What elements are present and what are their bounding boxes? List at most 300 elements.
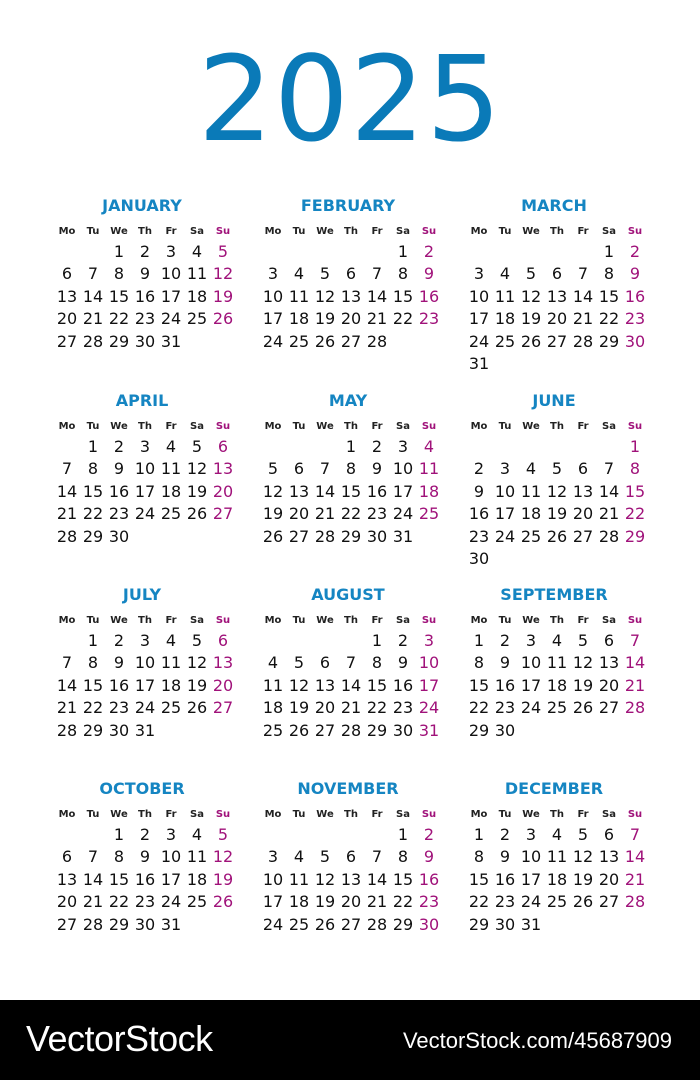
day-cell: 20	[314, 698, 336, 718]
day-cell: 3	[267, 847, 279, 867]
weekday-label: Th	[138, 809, 152, 820]
day-cell: 27	[340, 914, 362, 934]
weekday-label: Sa	[602, 421, 616, 432]
day-cell: 25	[288, 331, 310, 351]
day-cell: 8	[397, 264, 409, 284]
day-cell: 14	[82, 869, 104, 889]
day-cell: 12	[546, 481, 568, 501]
day-cell: 22	[468, 892, 490, 912]
empty-cell	[518, 436, 544, 458]
day-cell: 4	[423, 437, 435, 456]
day-cell: 11	[288, 869, 310, 889]
day-cell: 31	[468, 353, 490, 373]
weekday-label: Sa	[396, 809, 410, 820]
day-cell: 9	[139, 847, 151, 867]
day-cell: 17	[520, 869, 542, 889]
weekday-label: Sa	[602, 809, 616, 820]
day-cell: 17	[160, 869, 182, 889]
month-august	[248, 584, 448, 742]
weekday-label: Mo	[58, 226, 76, 237]
day-cell: 25	[546, 698, 568, 718]
day-cell: 4	[551, 631, 563, 650]
day-cell: 7	[61, 653, 73, 673]
day-cell: 9	[423, 264, 435, 284]
day-cell: 10	[160, 264, 182, 284]
empty-cell	[312, 436, 338, 458]
day-grid	[54, 223, 242, 353]
day-cell: 1	[629, 437, 641, 456]
day-cell: 21	[82, 309, 104, 329]
weekday-label: Th	[138, 226, 152, 237]
day-cell: 20	[598, 675, 620, 695]
day-cell: 9	[499, 653, 511, 673]
day-cell: 21	[366, 892, 388, 912]
day-cell: 20	[546, 309, 568, 329]
month-january	[42, 195, 242, 353]
day-cell: 11	[546, 847, 568, 867]
weekday-label: Th	[138, 421, 152, 432]
day-cell: 2	[139, 825, 151, 844]
month-june	[454, 390, 654, 570]
day-cell: 13	[56, 869, 78, 889]
day-cell: 27	[598, 698, 620, 718]
day-cell: 18	[546, 869, 568, 889]
day-cell: 17	[468, 309, 490, 329]
image-url: VectorStock.com/45687909	[402, 1028, 672, 1053]
day-cell: 7	[61, 459, 73, 479]
day-cell: 30	[134, 914, 156, 934]
day-cell: 29	[598, 331, 620, 351]
day-cell: 15	[468, 869, 490, 889]
day-cell: 24	[262, 331, 284, 351]
empty-cell	[260, 824, 286, 846]
day-cell: 7	[87, 847, 99, 867]
day-cell: 22	[598, 309, 620, 329]
weekday-label: Su	[421, 226, 437, 237]
day-cell: 30	[392, 720, 414, 740]
day-cell: 22	[108, 892, 130, 912]
day-cell: 8	[629, 459, 641, 479]
day-cell: 11	[160, 459, 182, 479]
day-cell: 25	[520, 526, 542, 546]
day-cell: 12	[520, 286, 542, 306]
day-cell: 23	[418, 309, 440, 329]
day-cell: 22	[468, 698, 490, 718]
day-cell: 1	[113, 242, 125, 261]
day-cell: 5	[267, 459, 279, 479]
day-cell: 24	[468, 331, 490, 351]
month-march	[454, 195, 654, 375]
weekday-label: Fr	[577, 226, 589, 237]
day-cell: 9	[139, 264, 151, 284]
day-cell: 20	[212, 481, 234, 501]
day-cell: 14	[82, 286, 104, 306]
weekday-label: Su	[215, 226, 231, 237]
day-cell: 16	[418, 869, 440, 889]
month-name: MARCH	[521, 196, 587, 215]
day-cell: 12	[262, 481, 284, 501]
day-cell: 31	[392, 526, 414, 546]
month-july	[42, 584, 242, 742]
day-cell: 2	[397, 631, 409, 650]
day-cell: 14	[624, 653, 646, 673]
day-cell: 10	[520, 847, 542, 867]
day-cell: 27	[572, 526, 594, 546]
day-cell: 26	[186, 698, 208, 718]
day-cell: 27	[212, 698, 234, 718]
day-cell: 5	[293, 653, 305, 673]
day-cell: 3	[499, 459, 511, 479]
day-cell: 11	[288, 286, 310, 306]
day-cell: 6	[217, 437, 229, 456]
day-cell: 18	[418, 481, 440, 501]
day-cell: 5	[577, 631, 589, 650]
day-cell: 16	[134, 286, 156, 306]
day-cell: 8	[603, 264, 615, 284]
day-cell: 10	[262, 869, 284, 889]
day-cell: 12	[288, 675, 310, 695]
day-cell: 14	[56, 675, 78, 695]
day-cell: 16	[108, 675, 130, 695]
day-cell: 11	[186, 264, 208, 284]
weekday-label: Su	[215, 615, 231, 626]
day-cell: 13	[212, 653, 234, 673]
day-cell: 1	[87, 631, 99, 650]
day-cell: 4	[499, 264, 511, 284]
day-cell: 7	[577, 264, 589, 284]
day-cell: 18	[160, 481, 182, 501]
month-name: APRIL	[115, 391, 169, 410]
empty-cell	[364, 241, 390, 263]
day-cell: 13	[340, 869, 362, 889]
day-cell: 19	[546, 504, 568, 524]
weekday-label: Fr	[371, 615, 383, 626]
day-cell: 21	[366, 309, 388, 329]
day-cell: 22	[392, 309, 414, 329]
month-february	[248, 195, 448, 353]
weekday-label: Fr	[371, 809, 383, 820]
weekday-label: Su	[215, 809, 231, 820]
day-cell: 31	[134, 720, 156, 740]
day-cell: 2	[113, 437, 125, 456]
day-cell: 6	[551, 264, 563, 284]
weekday-label: Mo	[264, 421, 282, 432]
day-cell: 2	[139, 242, 151, 261]
day-cell: 19	[314, 309, 336, 329]
day-cell: 14	[598, 481, 620, 501]
day-cell: 26	[314, 914, 336, 934]
day-cell: 12	[314, 286, 336, 306]
weekday-label: Th	[550, 226, 564, 237]
weekday-label: We	[316, 226, 334, 237]
day-cell: 16	[494, 869, 516, 889]
weekday-label: Mo	[470, 615, 488, 626]
day-cell: 18	[262, 698, 284, 718]
day-cell: 6	[217, 631, 229, 650]
day-cell: 18	[494, 309, 516, 329]
month-name: AUGUST	[311, 585, 385, 604]
day-cell: 21	[56, 504, 78, 524]
day-cell: 1	[113, 825, 125, 844]
weekday-label: Fr	[371, 421, 383, 432]
day-cell: 7	[319, 459, 331, 479]
day-cell: 31	[418, 720, 440, 740]
day-cell: 15	[624, 481, 646, 501]
day-cell: 29	[82, 720, 104, 740]
day-cell: 3	[423, 631, 435, 650]
day-cell: 3	[165, 242, 177, 261]
day-cell: 19	[212, 286, 234, 306]
day-cell: 24	[160, 309, 182, 329]
day-cell: 30	[494, 720, 516, 740]
day-cell: 3	[139, 631, 151, 650]
empty-cell	[338, 630, 364, 652]
day-cell: 17	[134, 675, 156, 695]
day-cell: 18	[288, 309, 310, 329]
month-name: JULY	[122, 585, 162, 604]
weekday-label: Mo	[470, 421, 488, 432]
weekday-label: We	[110, 421, 128, 432]
day-cell: 24	[494, 526, 516, 546]
day-cell: 15	[108, 286, 130, 306]
day-cell: 8	[87, 459, 99, 479]
weekday-label: Sa	[190, 421, 204, 432]
day-cell: 13	[598, 847, 620, 867]
day-cell: 9	[371, 459, 383, 479]
day-cell: 14	[572, 286, 594, 306]
empty-cell	[260, 436, 286, 458]
weekday-label: Fr	[165, 615, 177, 626]
day-cell: 6	[345, 264, 357, 284]
day-cell: 25	[546, 892, 568, 912]
day-cell: 26	[314, 331, 336, 351]
weekday-label: We	[110, 615, 128, 626]
weekday-label: Sa	[190, 226, 204, 237]
day-cell: 28	[598, 526, 620, 546]
weekday-label: Mo	[264, 809, 282, 820]
empty-cell	[286, 241, 312, 263]
day-cell: 24	[134, 504, 156, 524]
weekday-label: Fr	[371, 226, 383, 237]
day-grid	[54, 806, 242, 936]
weekday-label: Mo	[264, 615, 282, 626]
month-april	[42, 390, 242, 548]
day-cell: 29	[468, 914, 490, 934]
empty-cell	[338, 824, 364, 846]
weekday-label: We	[522, 226, 540, 237]
day-cell: 16	[468, 504, 490, 524]
weekday-label: Tu	[86, 615, 100, 626]
weekday-label: Su	[215, 421, 231, 432]
day-cell: 5	[217, 242, 229, 261]
day-cell: 3	[525, 631, 537, 650]
weekday-label: Fr	[165, 809, 177, 820]
day-cell: 29	[108, 914, 130, 934]
empty-cell	[570, 241, 596, 263]
day-cell: 6	[61, 264, 73, 284]
day-cell: 25	[160, 504, 182, 524]
day-cell: 16	[108, 481, 130, 501]
weekday-label: Th	[344, 615, 358, 626]
day-cell: 14	[366, 869, 388, 889]
month-name: DECEMBER	[504, 779, 604, 798]
day-cell: 30	[108, 720, 130, 740]
weekday-label: Sa	[602, 226, 616, 237]
day-cell: 21	[598, 504, 620, 524]
day-cell: 16	[366, 481, 388, 501]
day-cell: 23	[418, 892, 440, 912]
day-cell: 30	[366, 526, 388, 546]
day-cell: 22	[366, 698, 388, 718]
day-cell: 1	[473, 825, 485, 844]
day-cell: 20	[56, 892, 78, 912]
month-may	[248, 390, 448, 548]
day-cell: 10	[494, 481, 516, 501]
day-cell: 21	[314, 504, 336, 524]
day-cell: 26	[572, 892, 594, 912]
weekday-label: Sa	[190, 809, 204, 820]
day-grid	[54, 418, 242, 548]
day-cell: 8	[87, 653, 99, 673]
day-cell: 4	[267, 653, 279, 673]
day-cell: 22	[392, 892, 414, 912]
day-grid	[466, 223, 654, 375]
day-cell: 15	[82, 675, 104, 695]
day-cell: 21	[56, 698, 78, 718]
day-cell: 22	[340, 504, 362, 524]
day-cell: 6	[293, 459, 305, 479]
empty-cell	[596, 436, 622, 458]
day-cell: 20	[572, 504, 594, 524]
day-cell: 27	[288, 526, 310, 546]
weekday-label: Fr	[577, 421, 589, 432]
day-cell: 2	[423, 825, 435, 844]
day-cell: 28	[82, 331, 104, 351]
day-cell: 11	[546, 653, 568, 673]
day-cell: 1	[87, 437, 99, 456]
day-cell: 26	[212, 309, 234, 329]
empty-cell	[312, 824, 338, 846]
day-cell: 15	[108, 869, 130, 889]
day-cell: 25	[160, 698, 182, 718]
day-cell: 9	[113, 653, 125, 673]
day-cell: 18	[186, 869, 208, 889]
day-cell: 8	[473, 847, 485, 867]
weekday-label: Tu	[292, 226, 306, 237]
weekday-label: Sa	[602, 615, 616, 626]
day-cell: 23	[392, 698, 414, 718]
day-cell: 12	[186, 459, 208, 479]
day-cell: 28	[82, 914, 104, 934]
day-cell: 13	[314, 675, 336, 695]
weekday-label: Tu	[86, 226, 100, 237]
day-cell: 28	[624, 698, 646, 718]
day-cell: 14	[56, 481, 78, 501]
day-cell: 23	[624, 309, 646, 329]
day-cell: 22	[82, 504, 104, 524]
day-cell: 9	[397, 653, 409, 673]
day-cell: 30	[108, 526, 130, 546]
day-cell: 19	[572, 675, 594, 695]
day-cell: 12	[314, 869, 336, 889]
day-cell: 1	[473, 631, 485, 650]
weekday-label: We	[316, 421, 334, 432]
day-cell: 27	[314, 720, 336, 740]
day-cell: 27	[546, 331, 568, 351]
empty-cell	[492, 241, 518, 263]
day-cell: 1	[397, 825, 409, 844]
day-cell: 1	[603, 242, 615, 261]
empty-cell	[54, 630, 80, 652]
day-cell: 25	[186, 309, 208, 329]
day-cell: 10	[134, 653, 156, 673]
empty-cell	[54, 241, 80, 263]
day-cell: 9	[473, 481, 485, 501]
day-cell: 11	[494, 286, 516, 306]
day-cell: 5	[577, 825, 589, 844]
day-grid	[54, 612, 242, 742]
weekday-label: Su	[421, 809, 437, 820]
day-cell: 3	[267, 264, 279, 284]
day-cell: 20	[340, 892, 362, 912]
day-cell: 9	[113, 459, 125, 479]
day-cell: 7	[603, 459, 615, 479]
month-december	[454, 778, 654, 936]
day-cell: 13	[340, 286, 362, 306]
day-cell: 10	[134, 459, 156, 479]
day-cell: 14	[366, 286, 388, 306]
day-cell: 22	[82, 698, 104, 718]
weekday-label: Fr	[577, 809, 589, 820]
weekday-label: Tu	[86, 421, 100, 432]
day-cell: 4	[191, 242, 203, 261]
day-cell: 30	[418, 914, 440, 934]
weekday-label: Su	[627, 809, 643, 820]
day-cell: 6	[345, 847, 357, 867]
month-name: NOVEMBER	[297, 779, 399, 798]
weekday-label: Su	[627, 421, 643, 432]
weekday-label: We	[522, 421, 540, 432]
day-cell: 28	[572, 331, 594, 351]
day-cell: 29	[82, 526, 104, 546]
weekday-label: Mo	[58, 809, 76, 820]
empty-cell	[570, 436, 596, 458]
day-cell: 16	[418, 286, 440, 306]
day-cell: 26	[546, 526, 568, 546]
day-cell: 27	[212, 504, 234, 524]
day-cell: 10	[262, 286, 284, 306]
day-cell: 30	[134, 331, 156, 351]
day-cell: 13	[546, 286, 568, 306]
day-cell: 26	[288, 720, 310, 740]
empty-cell	[492, 436, 518, 458]
day-cell: 28	[56, 526, 78, 546]
day-cell: 26	[572, 698, 594, 718]
day-cell: 17	[520, 675, 542, 695]
day-cell: 23	[134, 892, 156, 912]
day-grid	[466, 612, 654, 742]
day-cell: 17	[134, 481, 156, 501]
day-cell: 20	[598, 869, 620, 889]
day-cell: 3	[397, 437, 409, 456]
day-cell: 12	[186, 653, 208, 673]
empty-cell	[544, 436, 570, 458]
day-cell: 31	[520, 914, 542, 934]
weekday-label: Su	[421, 421, 437, 432]
weekday-label: Th	[344, 421, 358, 432]
day-cell: 29	[366, 720, 388, 740]
empty-cell	[466, 241, 492, 263]
